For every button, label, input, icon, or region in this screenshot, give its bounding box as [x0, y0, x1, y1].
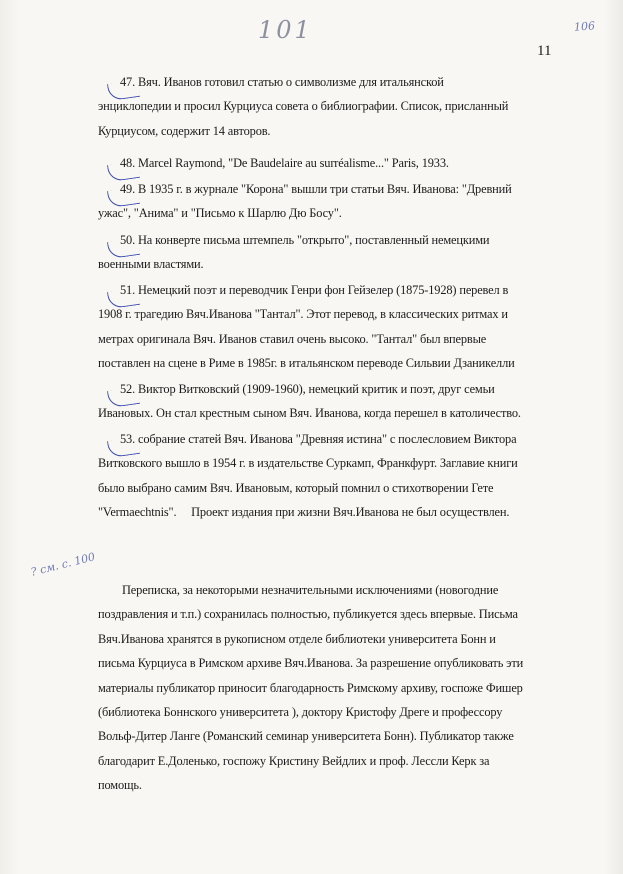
footnote-50 [98, 228, 518, 277]
footnote-text: В 1935 г. в журнале "Корона" вышли три статьи Вяч. Иванова: "Древний [138, 182, 512, 196]
footnote-text: Marcel Raymond, "De Baudelaire au surréalisme..." Paris, 1933. [138, 156, 449, 170]
footnote-number: 47. [120, 75, 136, 89]
footnote-49 [98, 177, 518, 226]
paragraph-line: Вольф-Дитер Ланге (Романский семинар университета Бонн). Публикатор также [98, 729, 514, 744]
footnote-text: Немецкий поэт и переводчик Генри фон Гейзелер (1875-1928) перевел в [138, 283, 509, 297]
footnote-text: поставлен на сцене в Риме в 1985г. в итальянском переводе Сильвии Дзаникелли [98, 356, 515, 371]
footnote-text: Вяч. Иванов готовил статью о символизме для итальянской [138, 75, 444, 89]
page-number: 11 [537, 43, 552, 59]
footnote-text: ужас", "Анима" и "Письмо к Шарлю Дю Босу". [98, 206, 342, 221]
footnote-text: метрах оригинала Вяч. Иванов ставил очень высоко. "Тантал" был впервые [98, 331, 487, 346]
footnote-text: 1908 г. трагедию Вяч.Иванова "Тантал". Этот перевод, в классических ритмах и [98, 307, 508, 322]
footnote-number: 51. [120, 283, 136, 297]
footnote-52 [98, 377, 521, 426]
footnote-53 [98, 427, 518, 525]
footnote-text: собрание статей Вяч. Иванова "Древняя истина" с послесловием Виктора [138, 432, 517, 446]
paragraph-line: Переписка, за некоторыми незначительными исключениями (новогодние [122, 583, 499, 597]
handwritten-page-mark: 101 [258, 16, 313, 44]
closing-paragraph [98, 578, 524, 798]
footnote-number: 53. [120, 432, 136, 446]
footnote-48 [98, 151, 518, 175]
footnote-text: Ивановых. Он стал крестным сыном Вяч. Иванова, когда перешел в католичество. [98, 406, 521, 421]
footnote-text: "Vermaechtnis". Проект издания при жизни Вяч.Иванова не был осуществлен. [98, 505, 510, 520]
paragraph-line: материалы публикатор приносит благодарность Римскому архиву, госпоже Фишер [98, 680, 523, 695]
footnote-number: 50. [120, 233, 136, 247]
paragraph-line: благодарит Е.Доленько, госпожу Кристину Вейдлих и проф. Лесcли Керк за [98, 753, 490, 768]
footnote-number: 48. [120, 156, 136, 170]
footnote-text: Виктор Витковский (1909-1960), немецкий критик и поэт, друг семьи [138, 382, 495, 396]
footnote-text: было выбрано самим Вяч. Ивановым, который помнил о стихотворении Гете [98, 480, 494, 495]
handwritten-corner-number: 106 [573, 19, 596, 34]
footnote-number: 49. [120, 182, 136, 196]
paragraph-line: (библиотека Боннского университета ), доктору Кристофу Дреге и профессору [98, 704, 503, 719]
footnote-text: Витковского вышло в 1954 г. в издательстве Суркамп, Франкфурт. Заглавие книги [98, 456, 518, 471]
footnote-text: На конверте письма штемпель "открыто", поставленный немецкими [138, 233, 490, 247]
footnote-number: 52. [120, 382, 136, 396]
paragraph-line: письма Курциуса в Римском архиве Вяч.Иванова. За разрешение опубликовать эти [98, 656, 524, 671]
footnote-text: военными властями. [98, 257, 204, 272]
footnote-text: энциклопедии и просил Курциуса совета о библиографии. Список, присланный [98, 99, 509, 114]
footnote-text: Курциусом, содержит 14 авторов. [98, 123, 271, 138]
footnote-47 [98, 70, 518, 143]
paragraph-line: Вяч.Иванова хранятся в рукописном отделе библиотеки университета Бонн и [98, 631, 496, 646]
paragraph-line: помощь. [98, 778, 142, 793]
paragraph-line: поздравления и т.п.) сохранилась полностью, публикуется здесь впервые. Письма [98, 607, 518, 622]
footnote-51 [98, 278, 518, 376]
handwritten-margin-note: ? см. с. 100 [29, 550, 97, 579]
